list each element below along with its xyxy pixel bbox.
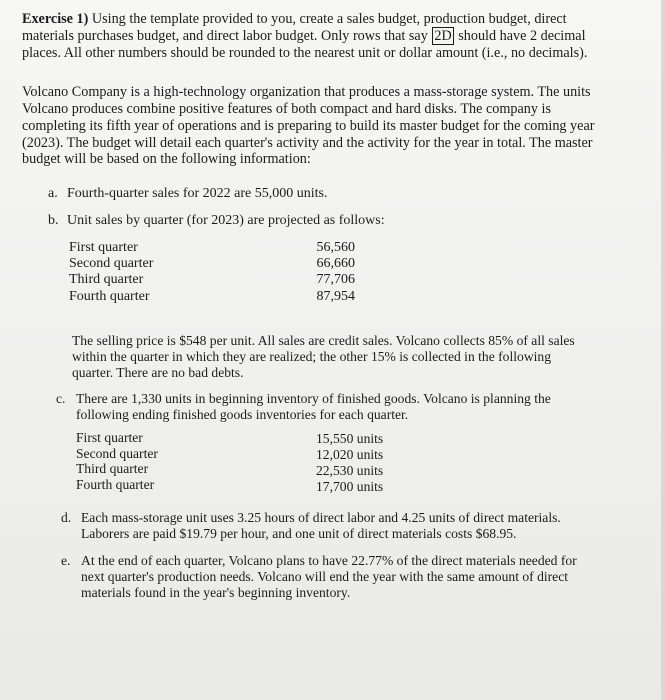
item-e-line-3: materials found in the year's beginning inventory. <box>81 585 351 600</box>
item-c-row-label: Second quarter <box>76 446 158 461</box>
intro-line-2: Volcano produces combine positive features of both compact and hard disks. The company is <box>22 101 552 117</box>
exercise-line-3: places. All other numbers should be rounded to the nearest unit or dollar amount (i.e., no decimals). <box>22 45 588 61</box>
intro-line-4: (2023). The budget will detail each quarter's activity and the activity for the year in total. The master <box>22 135 593 151</box>
item-c-row-value: 12,020 units <box>316 447 384 462</box>
item-b-text: Unit sales by quarter (for 2023) are projected as follows: <box>67 213 385 228</box>
item-b-para-line-1: The selling price is $548 per unit. All sales are credit sales. Volcano collects 85% of all sales <box>72 333 575 348</box>
boxed-2d-label: 2D <box>434 28 452 44</box>
item-c-row-value: 15,550 units <box>316 431 384 446</box>
item-b-row-value: 66,660 <box>316 256 355 271</box>
item-d-marker: d. <box>61 510 72 525</box>
item-d-line-1: Each mass-storage unit uses 3.25 hours of direct labor and 4.25 units of direct materials. <box>81 510 561 525</box>
item-c-row-value: 17,700 units <box>316 479 384 494</box>
item-c-line-2: following ending finished goods inventories for each quarter. <box>76 407 409 422</box>
exercise-line-2 <box>22 28 586 45</box>
exercise-heading: Exercise 1) <box>22 11 89 27</box>
item-b-row-value: 87,954 <box>316 289 355 304</box>
item-b-para-line-2: within the quarter in which they are realized; the other 15% is collected in the following <box>72 349 552 364</box>
item-e-marker: e. <box>61 553 71 568</box>
item-d-line-2: Laborers are paid $19.79 per hour, and one unit of direct materials costs $68.95. <box>81 526 517 541</box>
item-b-row-value: 77,706 <box>316 272 355 287</box>
intro-line-5: budget will be based on the following information: <box>22 151 311 167</box>
page-edge-shadow <box>661 0 665 700</box>
item-b-para-line-3: quarter. There are no bad debts. <box>72 365 244 380</box>
item-c-marker: c. <box>56 391 66 406</box>
item-e-line-2: next quarter's production needs. Volcano will end the year with the same amount of direct <box>81 569 569 584</box>
item-b-marker: b. <box>48 213 59 228</box>
item-c-row-label: Third quarter <box>76 461 149 476</box>
item-a-marker: a. <box>48 186 58 201</box>
exercise-line-2-a: materials purchases budget, and direct labor budget. Only rows that say <box>22 28 428 44</box>
item-b-row-label: Fourth quarter <box>69 289 150 304</box>
item-c-row-label: First quarter <box>76 430 143 445</box>
item-b-row-label: First quarter <box>69 240 138 255</box>
item-c-row-label: Fourth quarter <box>76 477 155 492</box>
exercise-line-1 <box>22 11 567 28</box>
item-b-row-label: Third quarter <box>69 272 144 287</box>
item-c-line-1: There are 1,330 units in beginning inventory of finished goods. Volcano is planning the <box>76 391 551 406</box>
intro-line-1: Volcano Company is a high-technology organization that produces a mass-storage system. The units <box>22 84 591 100</box>
item-e-line-1: At the end of each quarter, Volcano plans to have 22.77% of the direct materials needed for <box>81 553 577 568</box>
intro-line-3: completing its fifth year of operations and is preparing to build its master budget for the coming year <box>22 118 595 134</box>
exercise-line-2-b: should have 2 decimal <box>458 28 586 44</box>
item-b-row-value: 56,560 <box>316 240 355 255</box>
item-b-row-label: Second quarter <box>69 256 154 271</box>
exercise-line-1-text: Using the template provided to you, create a sales budget, production budget, direct <box>91 11 567 27</box>
item-c-row-value: 22,530 units <box>316 463 384 478</box>
item-a-text: Fourth-quarter sales for 2022 are 55,000 units. <box>67 186 328 201</box>
